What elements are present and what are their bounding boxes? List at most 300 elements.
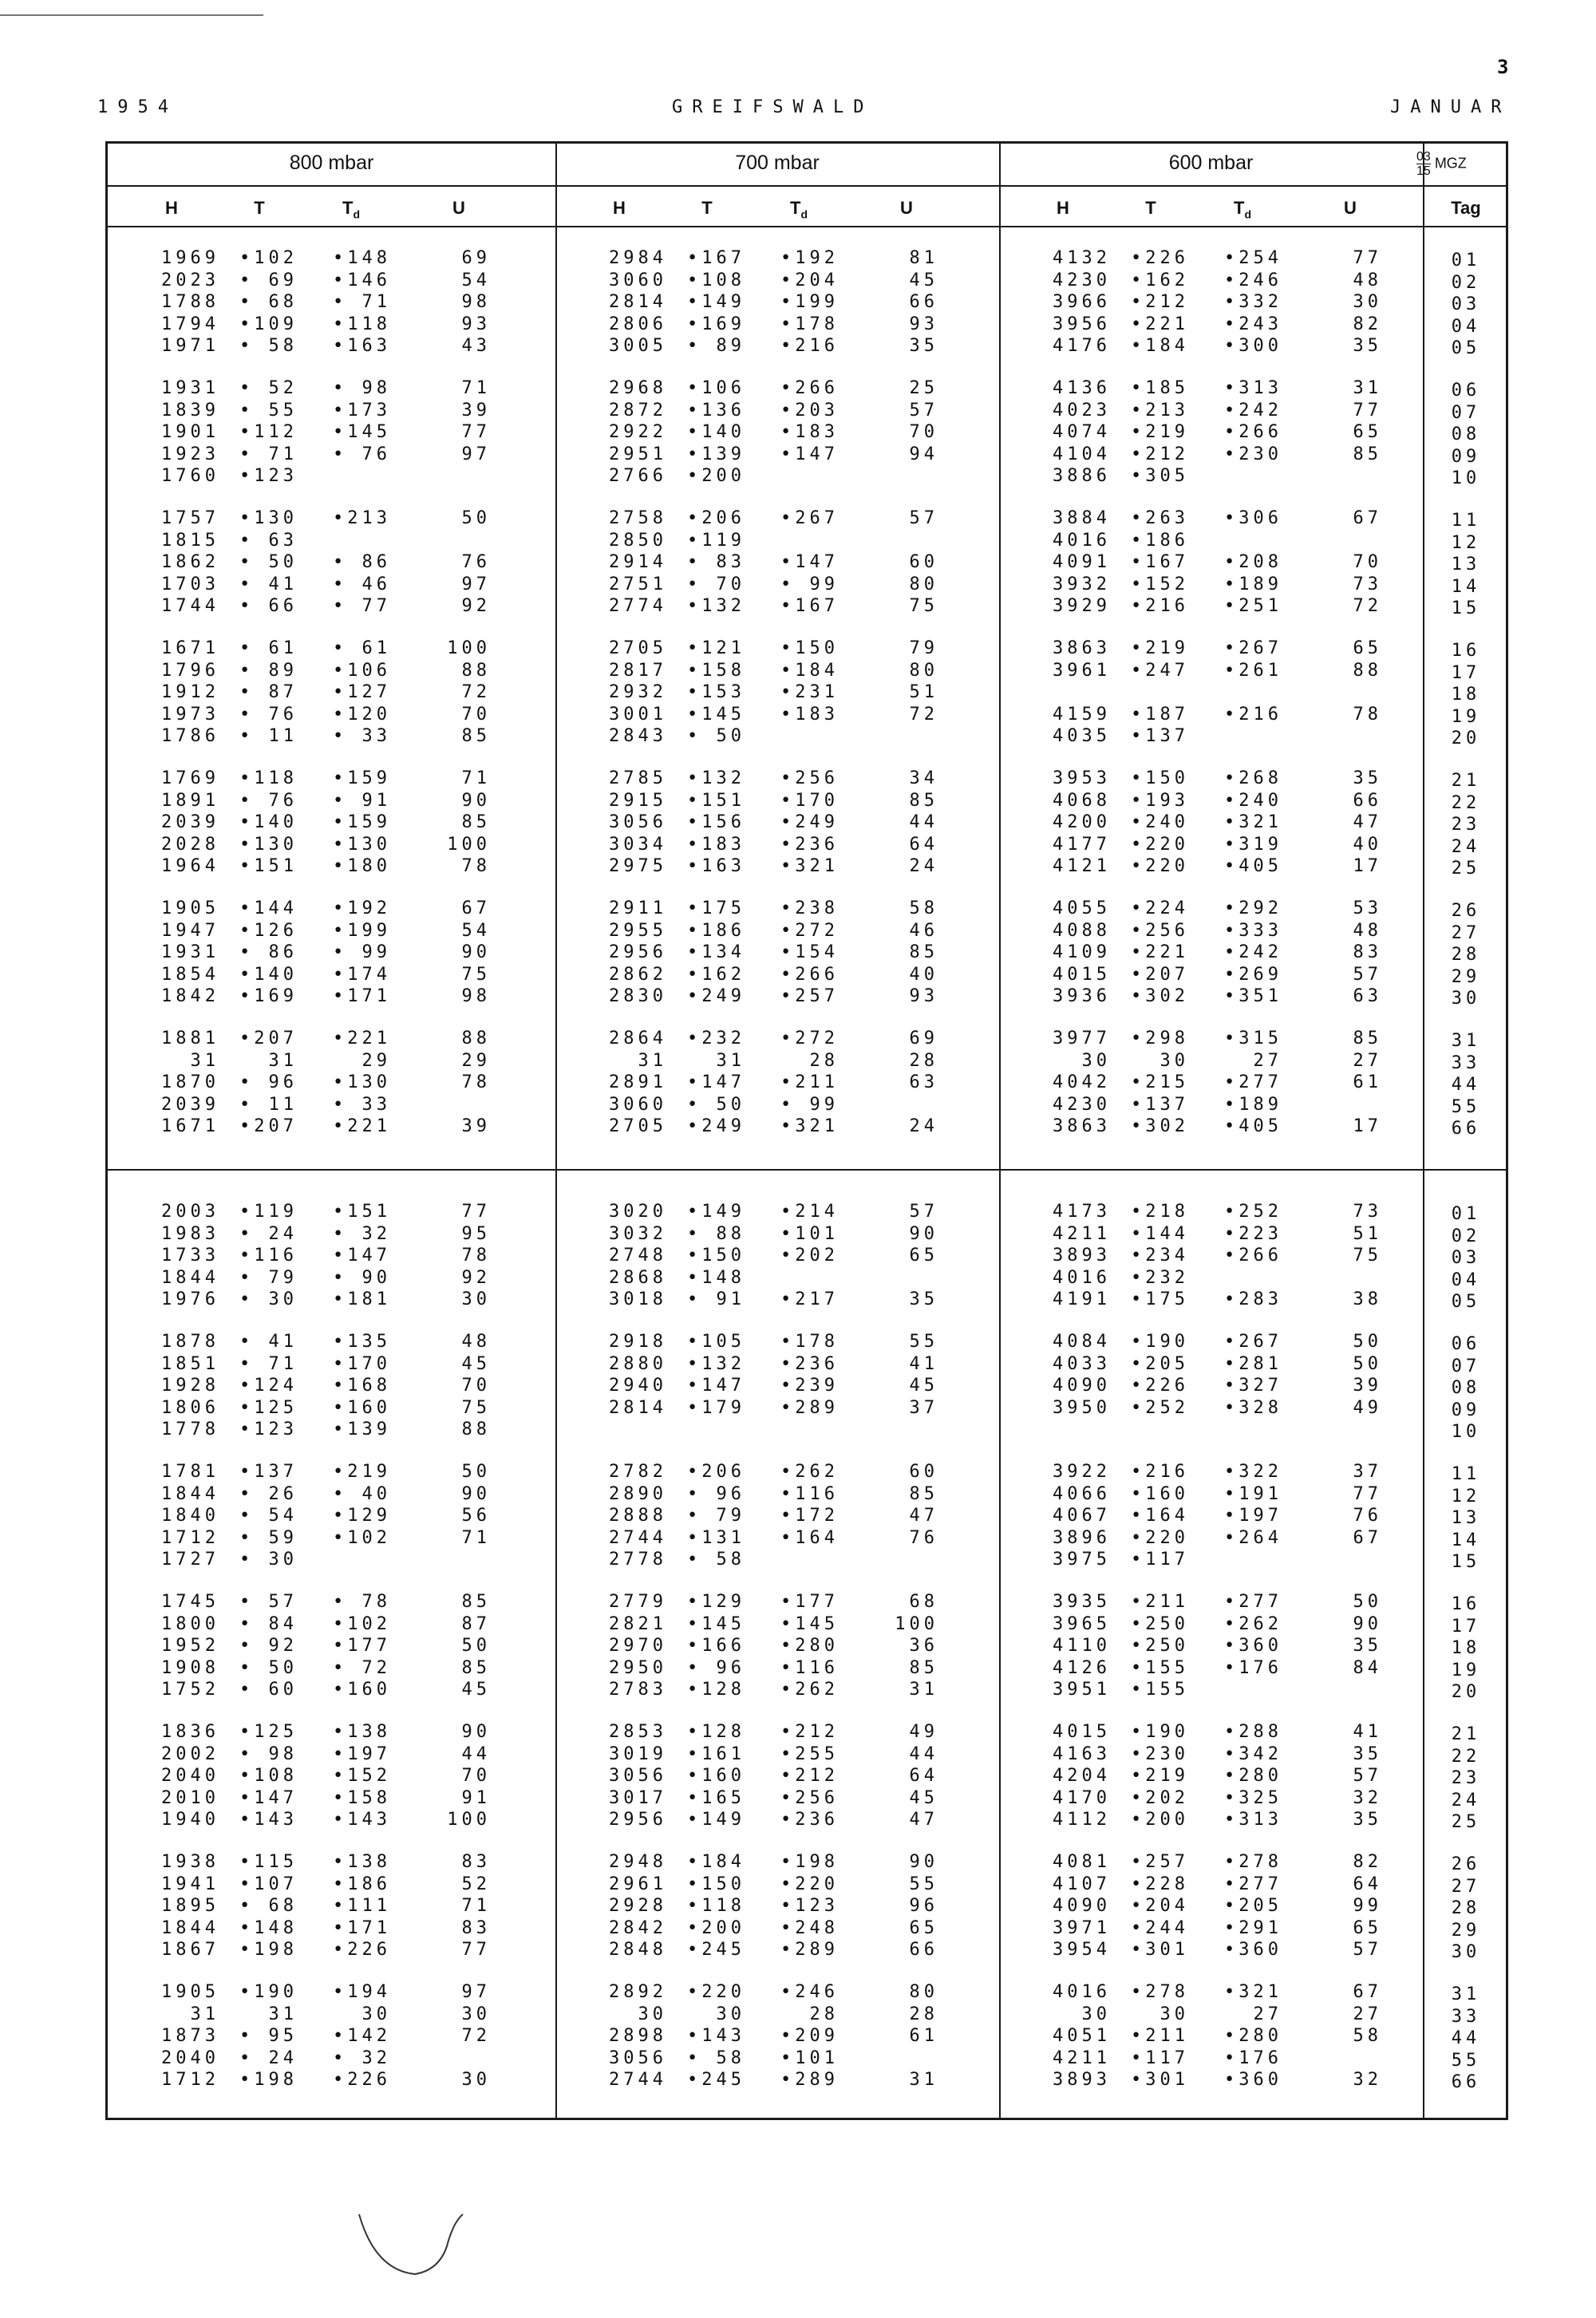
cell-u: 64 [909,1766,938,1786]
cell-t: • 59 [239,1527,298,1548]
cell-h: 1912 [161,682,219,702]
cell-t: • 24 [239,1223,298,1244]
cell-t: •167 [1131,552,1189,572]
col-header-u: U [900,198,913,218]
cell-u: 41 [1353,1722,1382,1742]
cell-u: 75 [461,1397,491,1418]
cell-td: • 71 [333,292,391,312]
cell-td: •313 [1224,1810,1282,1830]
cell-t: •230 [1131,1743,1189,1764]
cell-h: 1851 [161,1353,219,1374]
cell-h: 4177 [1053,834,1111,855]
cell-h: 1786 [161,726,219,746]
cell-tag: 31 [1451,1984,1481,2004]
cell-h: 2705 [609,1116,667,1136]
cell-t: •252 [1131,1397,1189,1418]
cell-t: •126 [239,920,298,941]
cell-u: 80 [909,1982,938,2002]
cell-h: 2817 [609,660,667,681]
cell-t: •212 [1131,292,1189,312]
header-month: JANUAR [1390,97,1511,117]
cell-td: •236 [780,1810,839,1830]
cell-h: 1870 [161,1072,219,1092]
cell-td: •142 [333,2026,391,2046]
cell-t: •240 [1131,812,1189,832]
cell-u: 53 [1353,898,1382,918]
cell-u: 31 [1353,378,1382,398]
cell-t: •125 [239,1397,298,1418]
cell-t: •207 [239,1029,298,1048]
cell-u: 78 [461,856,491,876]
cell-u: 44 [909,812,938,832]
cell-u: 90 [1353,1613,1382,1634]
cell-t: • 26 [239,1483,298,1504]
cell-h: 1800 [161,1613,219,1634]
cell-u: 44 [461,1743,491,1764]
cell-h: 2915 [609,790,667,811]
cell-h: 2748 [609,1246,667,1266]
cell-u: 75 [1353,1246,1382,1266]
cell-tag: 22 [1451,792,1481,813]
cell-t: •219 [1131,1766,1189,1786]
cell-u: 35 [1353,1743,1382,1764]
cell-td: •102 [333,1527,391,1548]
col-header-td: $T_d$ [789,198,808,221]
cell-td: •163 [333,336,391,356]
cell-u: 85 [1353,444,1382,464]
cell-h: 3977 [1053,1029,1111,1048]
cell-h: 2891 [609,1072,667,1092]
cell-td: • 33 [333,726,391,746]
cell-td: •208 [1224,552,1282,572]
cell-td: •321 [780,1116,839,1136]
cell-h: 1895 [161,1896,219,1916]
cell-tag: 18 [1451,685,1481,705]
cell-h: 2040 [161,2048,219,2068]
cell-t: •145 [687,704,745,725]
cell-td: •243 [1224,314,1282,334]
cell-td: •220 [780,1874,839,1894]
cell-u: 90 [909,1223,938,1244]
cell-h: 2848 [609,1940,667,1960]
cell-tag: 44 [1451,1075,1481,1095]
cell-h: 4200 [1053,812,1111,832]
cell-t: •160 [1131,1483,1189,1504]
cell-u: 85 [909,1657,938,1678]
cell-td: •143 [333,1810,391,1830]
cell-h: 4042 [1053,1072,1111,1092]
cell-t: •185 [1131,378,1189,398]
cell-u: 55 [909,1874,938,1894]
cell-t: •213 [1131,400,1189,421]
cell-td: •277 [1224,1874,1282,1894]
cell-tag: 16 [1451,641,1481,661]
cell-tag: 15 [1451,598,1481,618]
cell-t: •250 [1131,1636,1189,1656]
cell-h: 2039 [161,1094,219,1115]
cell-h: 3935 [1053,1592,1111,1612]
cell-h: 2950 [609,1657,667,1678]
cell-t: •158 [687,660,745,681]
cell-u: 34 [909,768,938,788]
cell-h: 2850 [609,530,667,551]
cell-u: 97 [461,444,491,464]
cell-td: 27 [1253,2004,1282,2024]
cell-h: 3956 [1053,314,1111,334]
cell-tag: 13 [1451,1508,1481,1528]
cell-t: • 86 [239,942,298,962]
cell-h: 3966 [1053,292,1111,312]
cell-t: • 71 [239,444,298,464]
cell-tag: 20 [1451,729,1481,748]
cell-td: • 99 [780,574,839,594]
cell-u: 90 [461,942,491,962]
cell-h: 30 [1081,1050,1111,1071]
cell-t: •156 [687,812,745,832]
cell-td: •130 [333,834,391,855]
cell-t: •183 [687,834,745,855]
cell-u: 54 [461,920,491,941]
cell-t: • 96 [687,1483,745,1504]
col-header-t: T [1145,198,1156,218]
cell-h: 1744 [161,596,219,616]
cell-t: •211 [1131,2026,1189,2046]
group-600-mbar: 600 mbar [1168,152,1254,174]
cell-u: 65 [1353,1917,1382,1938]
cell-t: •221 [1131,942,1189,962]
cell-t: •193 [1131,790,1189,811]
cell-td: •278 [1224,1852,1282,1872]
cell-h: 4015 [1053,964,1111,985]
cell-td: •191 [1224,1483,1282,1504]
cell-h: 1873 [161,2026,219,2046]
cell-td: • 72 [333,1657,391,1678]
cell-td: • 78 [333,1592,391,1612]
cell-h: 1976 [161,1289,219,1309]
cell-h: 2842 [609,1917,667,1938]
cell-t: •109 [239,314,298,334]
cell-td: •255 [780,1743,839,1764]
cell-u: 48 [1353,270,1382,290]
cell-h: 1905 [161,1982,219,2002]
cell-td: •150 [780,638,839,658]
cell-t: • 55 [239,400,298,421]
cell-u: 66 [1353,790,1382,811]
cell-t: •136 [687,400,745,421]
cell-tag: 08 [1451,425,1481,444]
cell-t: • 88 [687,1223,745,1244]
mgz-den: 15 [1416,164,1431,178]
cell-u: 97 [461,574,491,594]
cell-h: 2970 [609,1636,667,1656]
cell-h: 4132 [1053,248,1111,268]
cell-h: 1908 [161,1657,219,1678]
cell-td: • 40 [333,1483,391,1504]
cell-u: 70 [909,422,938,442]
cell-h: 4204 [1053,1766,1111,1786]
cell-td: •219 [333,1462,391,1482]
cell-u: 39 [461,400,491,421]
cell-u: 24 [909,856,938,876]
cell-h: 4110 [1053,1636,1111,1656]
cell-h: 2940 [609,1376,667,1396]
cell-tag: 02 [1451,272,1481,293]
cell-h: 2002 [161,1743,219,1764]
cell-u: 65 [909,1246,938,1266]
cell-u: 81 [909,248,938,268]
cell-u: 76 [1353,1506,1382,1526]
cell-t: •144 [239,898,298,918]
cell-t: •302 [1131,986,1189,1006]
cell-u: 57 [909,1202,938,1222]
cell-td: •269 [1224,964,1282,985]
cell-u: 27 [1353,2004,1382,2024]
cell-td: •148 [333,248,391,268]
cell-t: •200 [687,466,745,486]
cell-t: • 83 [687,552,745,572]
cell-t: •150 [1131,768,1189,788]
cell-t: •220 [687,1982,745,2002]
cell-u: 28 [909,1050,938,1071]
cell-t: •204 [1131,1896,1189,1916]
group-divider [999,144,1001,2118]
cell-u: 90 [461,1722,491,1742]
cell-h: 1931 [161,378,219,398]
cell-u: 71 [461,1527,491,1548]
cell-h: 3950 [1053,1397,1111,1418]
cell-tag: 03 [1451,294,1481,314]
cell-h: 2023 [161,270,219,290]
cell-tag: 07 [1451,1356,1481,1376]
cell-td: •238 [780,898,839,918]
cell-h: 3886 [1053,466,1111,486]
cell-h: 1923 [161,444,219,464]
cell-u: 51 [1353,1223,1382,1244]
cell-h: 30 [1081,2004,1111,2024]
cell-h: 1778 [161,1420,219,1439]
cell-td: •212 [780,1766,839,1786]
cell-h: 1947 [161,920,219,941]
cell-td: •236 [780,834,839,855]
cell-tag: 25 [1451,1812,1481,1832]
cell-h: 3975 [1053,1550,1111,1570]
cell-u: 35 [909,336,938,356]
cell-td: •321 [780,856,839,876]
cell-u: 67 [1353,508,1382,528]
cell-h: 3896 [1053,1527,1111,1548]
cell-td: •351 [1224,986,1282,1006]
cell-tag: 04 [1451,1270,1481,1290]
cell-td: • 33 [333,1094,391,1115]
cell-u: 75 [909,596,938,616]
cell-h: 1836 [161,1722,219,1742]
cell-tag: 55 [1451,1096,1481,1117]
cell-h: 1983 [161,1223,219,1244]
cell-t: • 69 [239,270,298,290]
cell-h: 2948 [609,1852,667,1872]
cell-td: •277 [1224,1592,1282,1612]
cell-tag: 05 [1451,338,1481,358]
cell-h: 4023 [1053,400,1111,421]
cell-h: 1931 [161,942,219,962]
cell-td: •160 [333,1397,391,1418]
cell-td: •280 [1224,2026,1282,2046]
col-header-t: T [701,198,713,218]
cell-t: •162 [1131,270,1189,290]
cell-t: •118 [239,768,298,788]
cell-h: 1712 [161,1527,219,1548]
cell-h: 4104 [1053,444,1111,464]
cell-h: 4159 [1053,704,1111,725]
group-800-mbar: 800 mbar [289,152,374,174]
cell-td: •268 [1224,768,1282,788]
cell-u: 57 [909,400,938,421]
cell-h: 2911 [609,898,667,918]
cell-t: •232 [687,1029,745,1048]
cell-u: 85 [909,790,938,811]
cell-u: 57 [1353,964,1382,985]
cell-td: •106 [333,660,391,681]
cell-u: 45 [909,270,938,290]
cell-u: 95 [461,1223,491,1244]
cell-h: 2918 [609,1332,667,1352]
cell-h: 31 [190,1050,219,1071]
cell-td: •102 [333,1613,391,1634]
cell-t: •137 [1131,1094,1189,1115]
cell-t: •147 [239,1787,298,1808]
mgz-unit: MGZ [1434,155,1467,172]
cell-t: • 76 [239,704,298,725]
cell-td: •248 [780,1917,839,1938]
cell-h: 2951 [609,444,667,464]
cell-tag: 11 [1451,1464,1481,1484]
cell-td: •147 [333,1246,391,1266]
cell-t: •234 [1131,1246,1189,1266]
cell-td: •138 [333,1852,391,1872]
cell-t: •108 [687,270,745,290]
cell-h: 2975 [609,856,667,876]
cell-h: 3018 [609,1289,667,1309]
col-tag: Tag [1451,198,1481,218]
cell-u: 50 [461,1636,491,1656]
cell-td: •321 [1224,812,1282,832]
cell-tag: 19 [1451,706,1481,727]
cell-h: 2010 [161,1787,219,1808]
group-divider [555,144,557,2118]
cell-tag: 04 [1451,316,1481,337]
cell-tag: 15 [1451,1552,1481,1572]
cell-h: 1891 [161,790,219,811]
cell-tag: 12 [1451,1486,1481,1507]
cell-t: • 50 [687,726,745,746]
cell-h: 2956 [609,1810,667,1830]
cell-td: •164 [780,1527,839,1548]
cell-td: •251 [1224,596,1282,616]
cell-t: • 50 [239,1657,298,1678]
cell-u: 58 [1353,2026,1382,2046]
cell-u: 45 [461,1680,491,1700]
cell-h: 3017 [609,1787,667,1808]
cell-u: 66 [909,1940,938,1960]
cell-u: 61 [1353,1072,1382,1092]
cell-t: •124 [239,1376,298,1396]
cell-t: • 70 [687,574,745,594]
cell-u: 75 [461,964,491,985]
cell-tag: 24 [1451,1790,1481,1811]
cell-u: 97 [461,1982,491,2002]
cell-tag: 26 [1451,901,1481,921]
group-700-mbar: 700 mbar [735,152,820,174]
cell-h: 4211 [1053,2048,1111,2068]
cell-t: •121 [687,638,745,658]
cell-t: •153 [687,682,745,702]
cell-h: 1815 [161,530,219,551]
cell-u: 35 [1353,1810,1382,1830]
cell-u: 32 [1353,1787,1382,1808]
cell-t: •128 [687,1722,745,1742]
cell-t: •148 [239,1917,298,1938]
cell-td: •129 [333,1506,391,1526]
cell-t: •165 [687,1787,745,1808]
cell-td: • 98 [333,378,391,398]
cell-tag: 03 [1451,1248,1481,1268]
cell-u: 77 [1353,248,1382,268]
cell-t: •117 [1131,2048,1189,2068]
cell-td: •184 [780,660,839,681]
cell-t: •256 [1131,920,1189,941]
cell-td: •328 [1224,1397,1282,1418]
cell-td: •266 [1224,422,1282,442]
cell-td: •405 [1224,856,1282,876]
cell-td: •214 [780,1202,839,1222]
cell-t: •175 [1131,1289,1189,1309]
cell-t: •169 [687,314,745,334]
cell-u: 96 [909,1896,938,1916]
cell-u: 40 [1353,834,1382,855]
cell-t: • 52 [239,378,298,398]
cell-u: 27 [1353,1050,1382,1071]
cell-u: 85 [1353,1029,1382,1048]
cell-t: •186 [1131,530,1189,551]
cell-h: 4051 [1053,2026,1111,2046]
cell-u: 77 [461,1202,491,1222]
cell-td: •189 [1224,1094,1282,1115]
cell-td: •160 [333,1680,391,1700]
cell-td: •306 [1224,508,1282,528]
cell-t: •232 [1131,1267,1189,1288]
cell-u: 38 [1353,1289,1382,1309]
cell-td: •172 [780,1506,839,1526]
cell-h: 4091 [1053,552,1111,572]
cell-t: •123 [239,466,298,486]
cell-t: • 84 [239,1613,298,1634]
cell-td: •264 [1224,1527,1282,1548]
cell-td: •216 [1224,704,1282,725]
section-divider [108,1169,1506,1171]
cell-u: 72 [461,682,491,702]
cell-td: •177 [780,1592,839,1612]
cell-t: • 68 [239,1896,298,1916]
cell-u: 85 [461,1657,491,1678]
cell-t: •150 [687,1246,745,1266]
cell-tag: 27 [1451,922,1481,943]
header-year: 1954 [97,97,178,117]
cell-t: •226 [1131,1376,1189,1396]
handwritten-mark [351,2198,511,2286]
cell-h: 1941 [161,1874,219,1894]
cell-h: 2040 [161,1766,219,1786]
cell-t: •205 [1131,1353,1189,1374]
